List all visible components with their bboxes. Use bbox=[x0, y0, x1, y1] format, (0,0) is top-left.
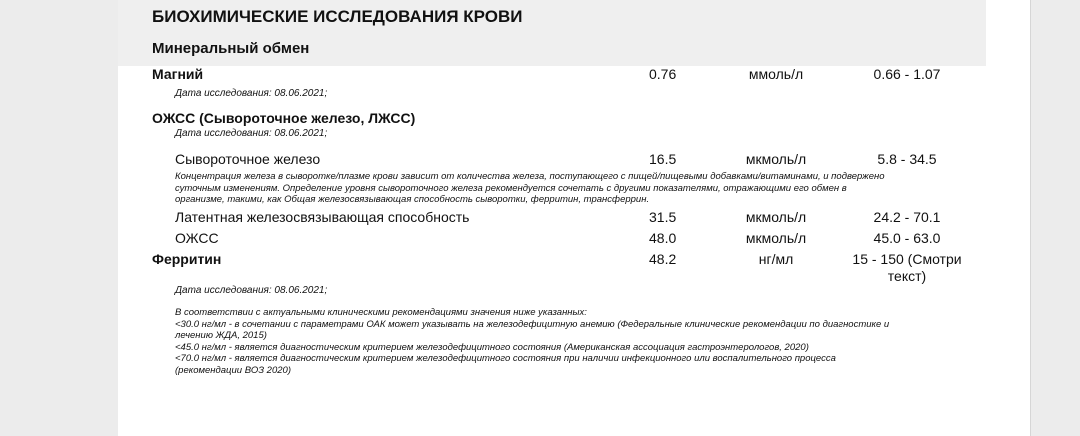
serum-iron-unit: мкмоль/л bbox=[745, 151, 807, 167]
ferritin-note-line: <30.0 нг/мл - в сочетании с параметрами ОАК может указывать на железодефицитную анемию (Федеральные клинические рекомендации по диагностике и bbox=[175, 318, 890, 330]
serum-iron-note-line: организме, такими, как Общая железосвязывающая способность сыворотки, ферритин, трансферрин. bbox=[175, 194, 650, 205]
ojss-name: ОЖСС bbox=[175, 230, 219, 246]
ojss-value: 48.0 bbox=[649, 230, 677, 246]
serum-iron-note-line: суточным изменениям. Определение уровня сывороточного железа рекомендуется сочетать с другими показателями, отражающими его обмен в bbox=[175, 182, 847, 194]
lzss-value: 31.5 bbox=[649, 209, 677, 225]
ojss-unit: мкмоль/л bbox=[745, 230, 807, 246]
ferritin-range-line2: текст) bbox=[887, 268, 927, 284]
magnesium-date: Дата исследования: 08.06.2021; bbox=[175, 88, 328, 99]
magnesium-unit: ммоль/л bbox=[748, 66, 804, 82]
serum-iron-name: Сывороточное железо bbox=[175, 151, 321, 167]
page-edge bbox=[1030, 0, 1031, 436]
ferritin-note bbox=[175, 307, 990, 376]
serum-iron-value: 16.5 bbox=[649, 151, 677, 167]
ferritin-unit: нг/мл bbox=[758, 251, 794, 267]
report-title: БИОХИМИЧЕСКИЕ ИССЛЕДОВАНИЯ КРОВИ bbox=[152, 7, 523, 26]
ferritin-note-line: В соответствии с актуальными клиническими рекомендациями значения ниже указанных: bbox=[175, 307, 587, 318]
ferritin-value: 48.2 bbox=[649, 251, 677, 267]
serum-iron-range: 5.8 - 34.5 bbox=[877, 151, 937, 167]
ojss-group-name: ОЖСС (Сывороточное железо, ЛЖСС) bbox=[152, 110, 416, 126]
ferritin-note-line: (рекомендации ВОЗ 2020) bbox=[175, 364, 291, 376]
ojss-range: 45.0 - 63.0 bbox=[873, 230, 941, 246]
serum-iron-note-line: Концентрация железа в сыворотке/плазме крови зависит от количества железа, поступающего с пищей/пищевыми добавками/витаминами, и подвержено bbox=[175, 171, 885, 182]
magnesium-name: Магний bbox=[152, 66, 204, 82]
lzss-unit: мкмоль/л bbox=[745, 209, 807, 225]
ferritin-name: Ферритин bbox=[152, 251, 222, 267]
report-page bbox=[118, 0, 1030, 436]
ferritin-note-line: <70.0 нг/мл - является диагностическим критерием железодефицитного состояния при наличии инфекционного или воспалительного процесса bbox=[175, 353, 836, 364]
lzss-name: Латентная железосвязывающая способность bbox=[175, 209, 470, 225]
serum-iron-note bbox=[175, 171, 990, 206]
ojss-group-date: Дата исследования: 08.06.2021; bbox=[175, 128, 328, 139]
ferritin-note-line: лечению ЖДА, 2015) bbox=[175, 330, 267, 341]
magnesium-value: 0.76 bbox=[649, 66, 677, 82]
lzss-range: 24.2 - 70.1 bbox=[873, 209, 941, 225]
section-title: Минеральный обмен bbox=[152, 40, 310, 57]
ferritin-date: Дата исследования: 08.06.2021; bbox=[175, 285, 328, 296]
magnesium-range: 0.66 - 1.07 bbox=[873, 66, 941, 82]
ferritin-range-line1: 15 - 150 (Смотри bbox=[852, 251, 962, 267]
ferritin-note-line: <45.0 нг/мл - является диагностическим критерием железодефицитного состояния (Американская ассоциация гастроэнтерологов, 2020) bbox=[175, 341, 809, 353]
